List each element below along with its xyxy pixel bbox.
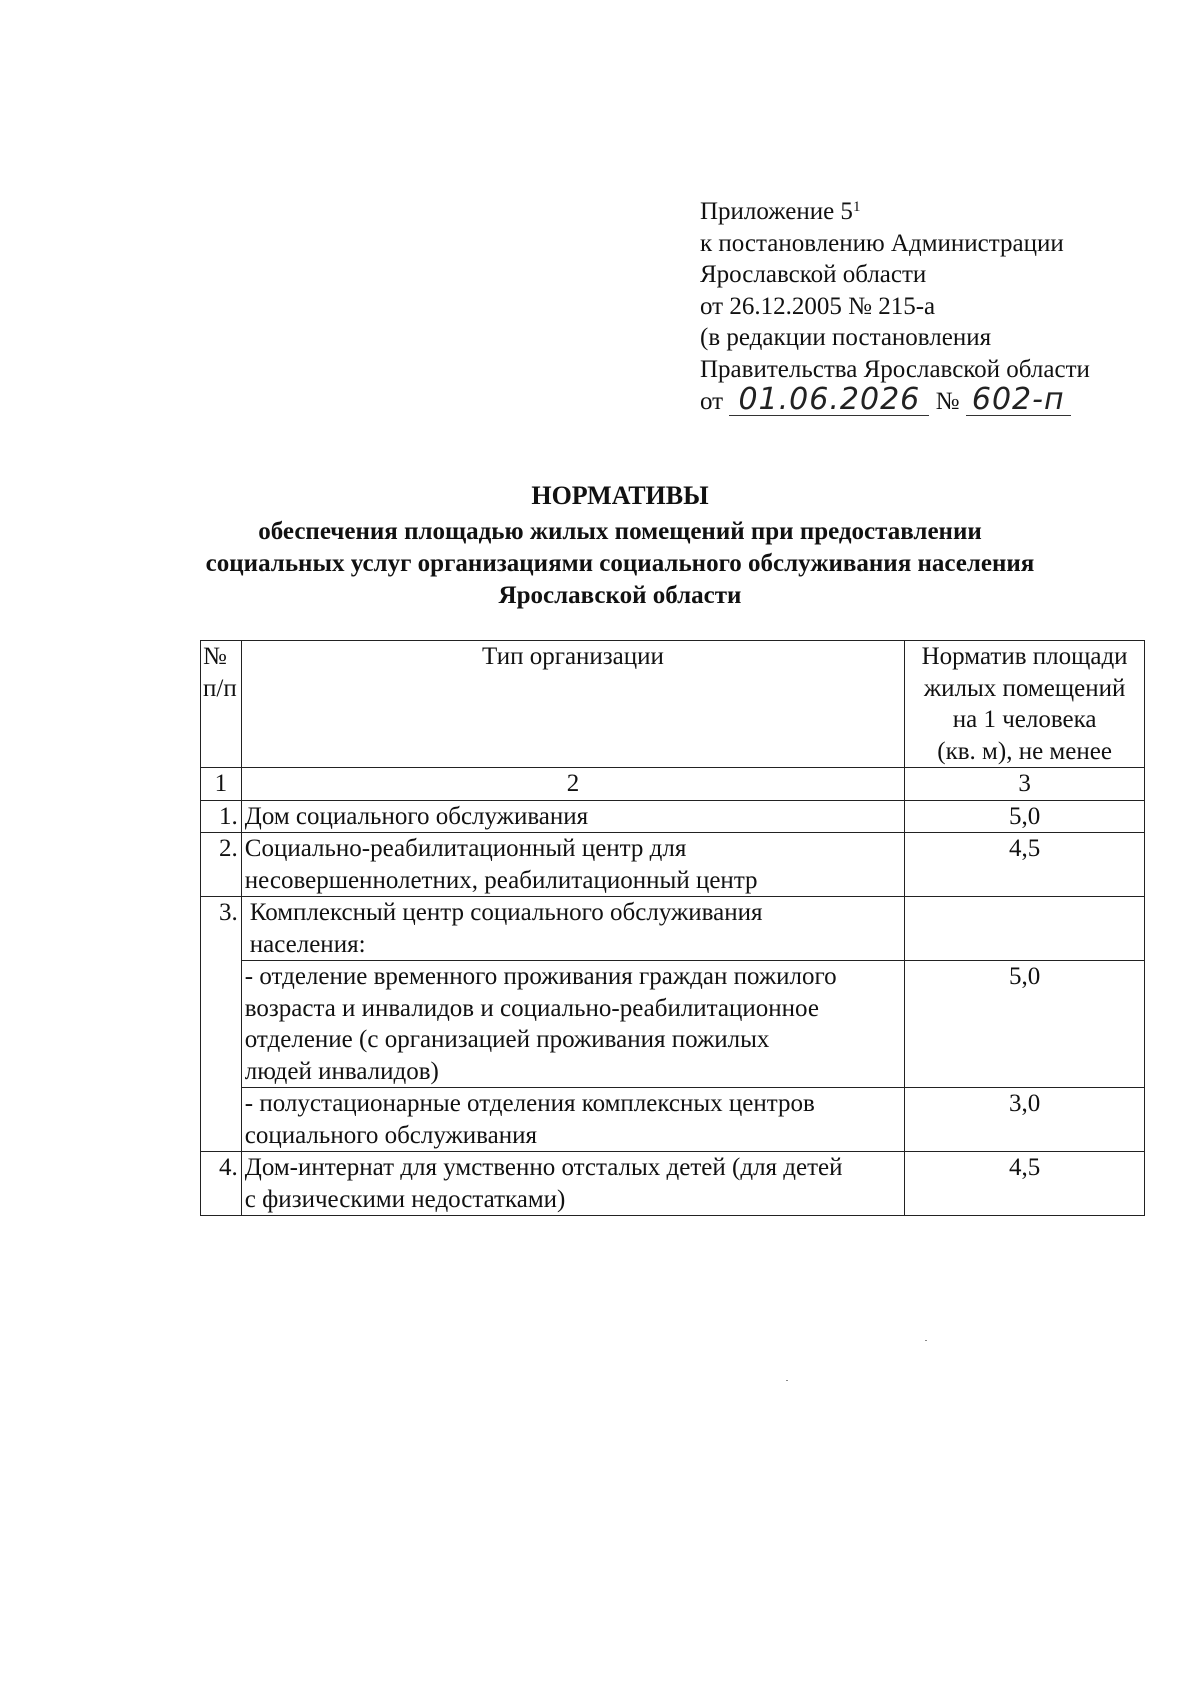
header-norm-line-3: на 1 человека <box>952 706 1097 733</box>
column-numbers-row <box>201 768 1145 801</box>
table-row <box>201 833 1145 897</box>
appendix-line-1 <box>700 196 1170 228</box>
row-type-line-1: Комплексный центр социального обслуживания <box>249 899 763 926</box>
date-prefix: от <box>700 388 724 415</box>
table-subrow <box>201 961 1145 1088</box>
handwritten-number: 602-п <box>966 385 1071 416</box>
row-value: 5,0 <box>905 800 1145 833</box>
row-type: Дом социального обслуживания <box>241 800 904 833</box>
document-title: НОРМАТИВЫ <box>531 481 709 510</box>
number-prefix: № <box>935 388 960 415</box>
appendix-line-3: Ярославской области <box>700 261 927 288</box>
subrow-type <box>241 961 904 1088</box>
column-number-1: 1 <box>201 768 242 801</box>
header-norm-line-2: жилых помещений <box>923 674 1126 702</box>
header-num-line-2: п/п <box>203 674 237 702</box>
subrow-type-line-4: людей инвалидов) <box>244 1057 439 1085</box>
row-type <box>241 833 904 897</box>
subrow-type-line-3: отделение (с организацией проживания пожилых <box>244 1026 770 1053</box>
row-num: 3. <box>201 897 242 1152</box>
appendix-title: Приложение 5 <box>700 198 853 225</box>
column-number-2: 2 <box>241 768 904 801</box>
table-subrow <box>201 1088 1145 1152</box>
row-type-line-1: Социально-реабилитационный центр для <box>244 835 687 862</box>
row-type-line-2: с физическими недостатками) <box>244 1185 566 1213</box>
appendix-line-6: Правительства Ярославской области <box>700 355 1090 383</box>
appendix-line-2: к постановлению Администрации <box>700 229 1064 257</box>
subrow-value: 3,0 <box>905 1088 1145 1152</box>
table-header-row <box>201 641 1145 768</box>
norms-table <box>200 640 1145 1216</box>
appendix-block <box>700 196 1170 418</box>
header-norm-line-4: (кв. м), не менее <box>937 737 1112 765</box>
table-row <box>201 800 1145 833</box>
document-subtitle-line-2: социальных услуг организациями социального обслуживания населения <box>205 550 1035 577</box>
subrow-type <box>241 1088 904 1152</box>
table-row <box>201 897 1145 961</box>
column-number-3: 3 <box>905 768 1145 801</box>
header-type: Тип организации <box>241 641 904 768</box>
handwritten-date: 01.06.2026 <box>729 385 929 416</box>
document-subtitle-line-3: Ярославской области <box>498 582 742 609</box>
header-norm <box>905 641 1145 768</box>
row-type <box>241 897 904 961</box>
row-num: 1. <box>201 800 242 833</box>
subrow-value: 5,0 <box>905 961 1145 1088</box>
row-type-line-2: населения: <box>249 930 366 958</box>
header-norm-line-1: Норматив площади <box>921 643 1128 670</box>
appendix-line-7 <box>700 382 1170 418</box>
table-row <box>201 1152 1145 1216</box>
header-num-line-1: № <box>203 643 227 670</box>
row-type-line-2: несовершеннолетних, реабилитационный центр <box>244 866 758 894</box>
row-num: 2. <box>201 833 242 897</box>
document-subtitle-line-1: обеспечения площадью жилых помещений при предоставлении <box>258 518 982 545</box>
header-num <box>201 641 242 768</box>
row-value-empty <box>905 897 1145 961</box>
row-type-line-1: Дом-интернат для умственно отсталых детей (для детей <box>244 1154 843 1181</box>
subrow-type-line-1: - полустационарные отделения комплексных центров <box>244 1090 815 1117</box>
row-num: 4. <box>201 1152 242 1216</box>
row-value: 4,5 <box>905 833 1145 897</box>
appendix-superscript: 1 <box>852 199 861 215</box>
appendix-line-4: от 26.12.2005 № 215-а <box>700 292 936 320</box>
subrow-type-line-1: - отделение временного проживания граждан пожилого <box>244 963 837 990</box>
document-heading <box>150 480 1090 612</box>
row-type <box>241 1152 904 1216</box>
scan-speck <box>925 1340 927 1341</box>
appendix-line-5: (в редакции постановления <box>700 324 992 351</box>
row-value: 4,5 <box>905 1152 1145 1216</box>
scan-speck <box>786 1380 788 1381</box>
subrow-type-line-2: возраста и инвалидов и социально-реабилитационное <box>244 994 819 1022</box>
subrow-type-line-2: социального обслуживания <box>244 1121 538 1149</box>
